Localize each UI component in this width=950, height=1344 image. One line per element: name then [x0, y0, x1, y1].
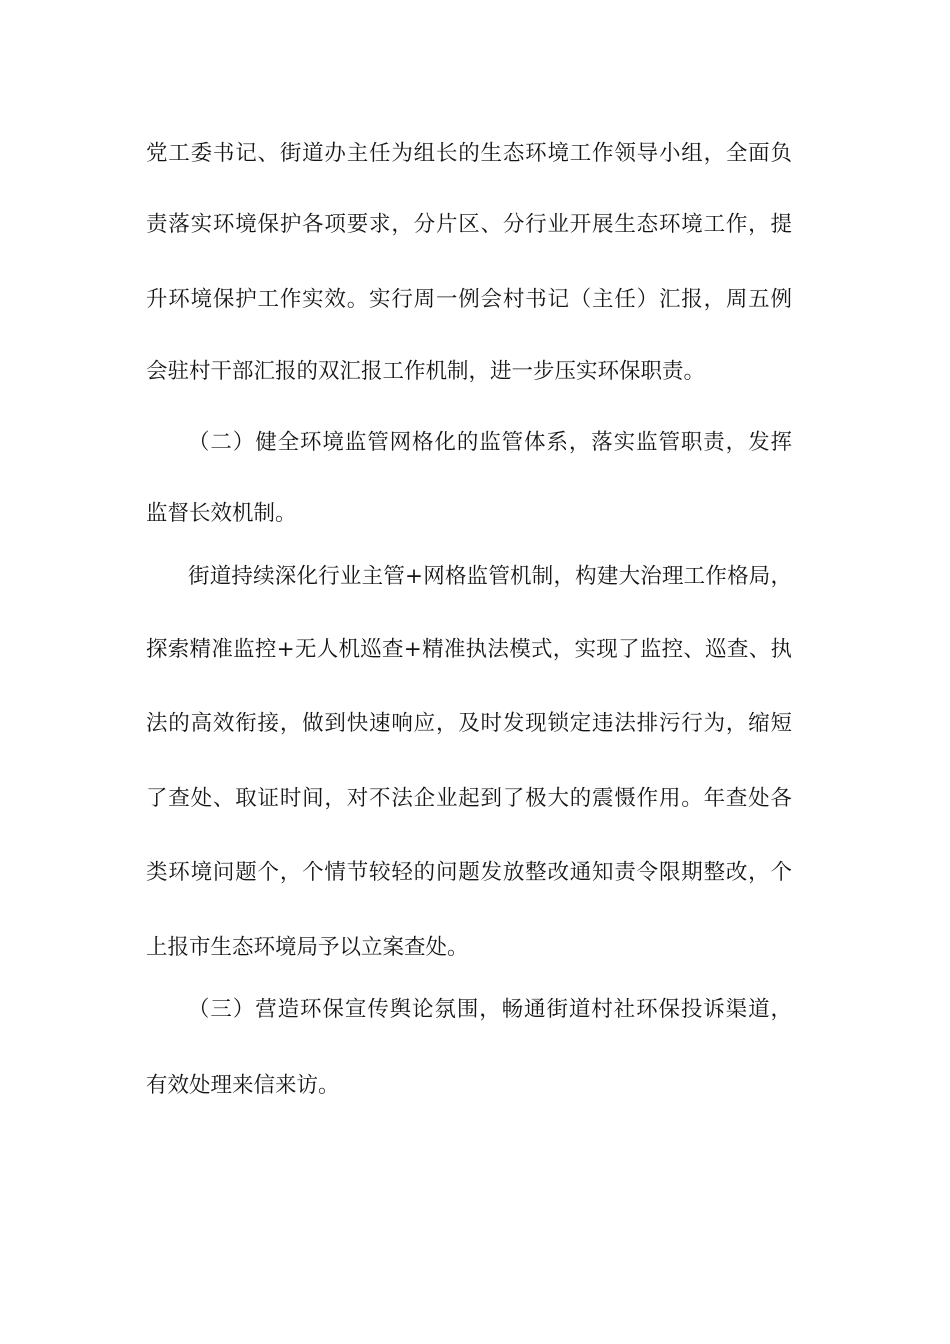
paragraph-1-line-3: 升环境保护工作实效。实行周一例会村书记（主任）汇报，周五例: [146, 287, 792, 312]
paragraph-3-line-4: 了查处、取证时间，对不法企业起到了极大的震慑作用。年查处各: [146, 786, 792, 811]
paragraph-3-line-5: 类环境问题个，个情节较轻的问题发放整改通知责令限期整改，个: [146, 860, 792, 885]
paragraph-3-line-2: 探索精准监控+无人机巡查+精准执法模式，实现了监控、巡查、执: [146, 637, 792, 662]
paragraph-3-line-3: 法的高效衔接，做到快速响应，及时发现锁定违法排污行为，缩短: [146, 711, 792, 736]
section-heading-2-line-1: （二）健全环境监管网格化的监管体系，落实监管职责，发挥: [188, 430, 792, 455]
paragraph-3-line-1: 街道持续深化行业主管+网格监管机制，构建大治理工作格局，: [188, 564, 792, 589]
paragraph-1-line-1: 党工委书记、街道办主任为组长的生态环境工作领导小组，全面负: [146, 141, 792, 166]
paragraph-1-line-4: 会驻村干部汇报的双汇报工作机制，进一步压实环保职责。: [146, 359, 706, 384]
section-heading-3-line-1: （三）营造环保宣传舆论氛围，畅通街道村社环保投诉渠道，: [188, 997, 792, 1022]
section-heading-3-line-2: 有效处理来信来访。: [146, 1073, 340, 1098]
section-heading-2-line-2: 监督长效机制。: [146, 501, 297, 526]
paragraph-1-line-2: 责落实环境保护各项要求，分片区、分行业开展生态环境工作，提: [146, 212, 792, 237]
paragraph-3-line-6: 上报市生态环境局予以立案查处。: [146, 935, 469, 960]
